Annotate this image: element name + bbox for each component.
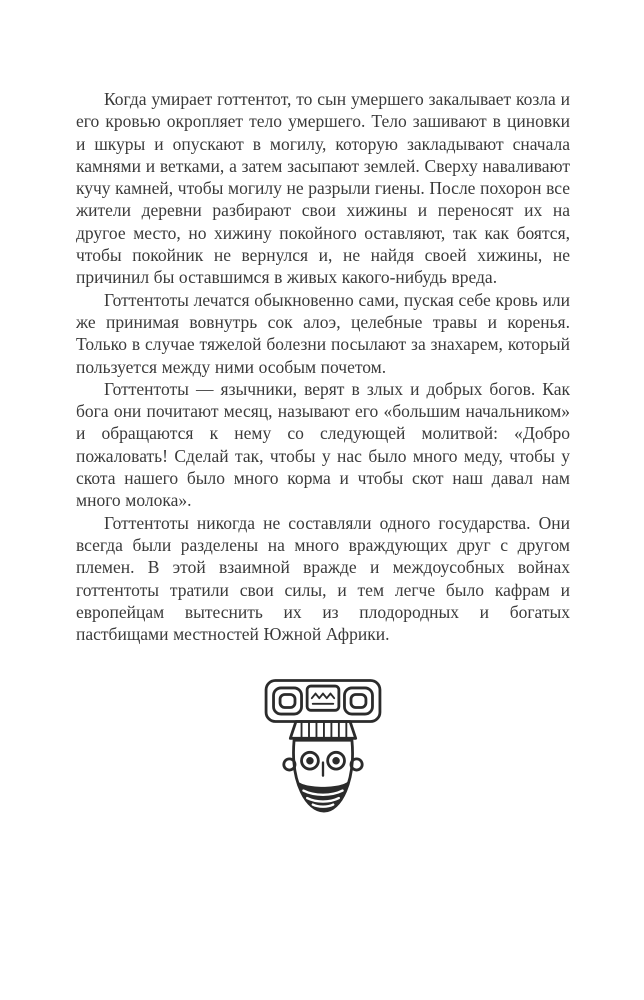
paragraph-healing: Готтентоты лечатся обыкновенно сами, пуская себе кровь или же принимая вовнутрь сок алоэ, целебные травы и коренья. Только в случае тяжелой болезни посылают за знахарем, который пользуется между ними особым почетом. [76, 289, 570, 377]
paragraph-religion: Готтентоты — язычники, верят в злых и добрых богов. Как бога они почитают месяц, называют его «большим начальником» и обращаются к нему со следующей молитвой: «Добро пожаловать! Сделай так, чтобы у нас было много меду, чтобы у скота нашего было много корма и чтобы скот наш давал нам много молока». [76, 378, 570, 511]
tribal-mask-icon [253, 673, 393, 813]
paragraph-burial-customs: Когда умирает готтентот, то сын умершего закалывает козла и его кровью окропляет тело умершего. Тело зашивают в циновки и шкуры и опускают в могилу, которую закладывают сначала камнями и ветками, а затем засыпают землей. Сверху наваливают кучу камней, чтобы могилу не разрыли гиены. После похорон все жители деревни разбирают свои хижины и переносят их на другое место, но хижину покойного оставляют, так как боятся, чтобы покойник не вернулся и, не найдя своей хижины, не причинил бы оставшимся в живых какого-нибудь вреда. [76, 89, 570, 288]
page-text [76, 88, 570, 645]
paragraph-tribes: Готтентоты никогда не составляли одного государства. Они всегда были разделены на много враждующих друг с другом племен. В этой взаимной вражде и междоусобных войнах готтентоты тратили свои силы, и тем легче было кафрам и европейцам вытеснить их из плодородных и богатых пастбищами местностей Южной Африки. [76, 512, 570, 645]
tribal-mask-illustration [76, 673, 570, 813]
